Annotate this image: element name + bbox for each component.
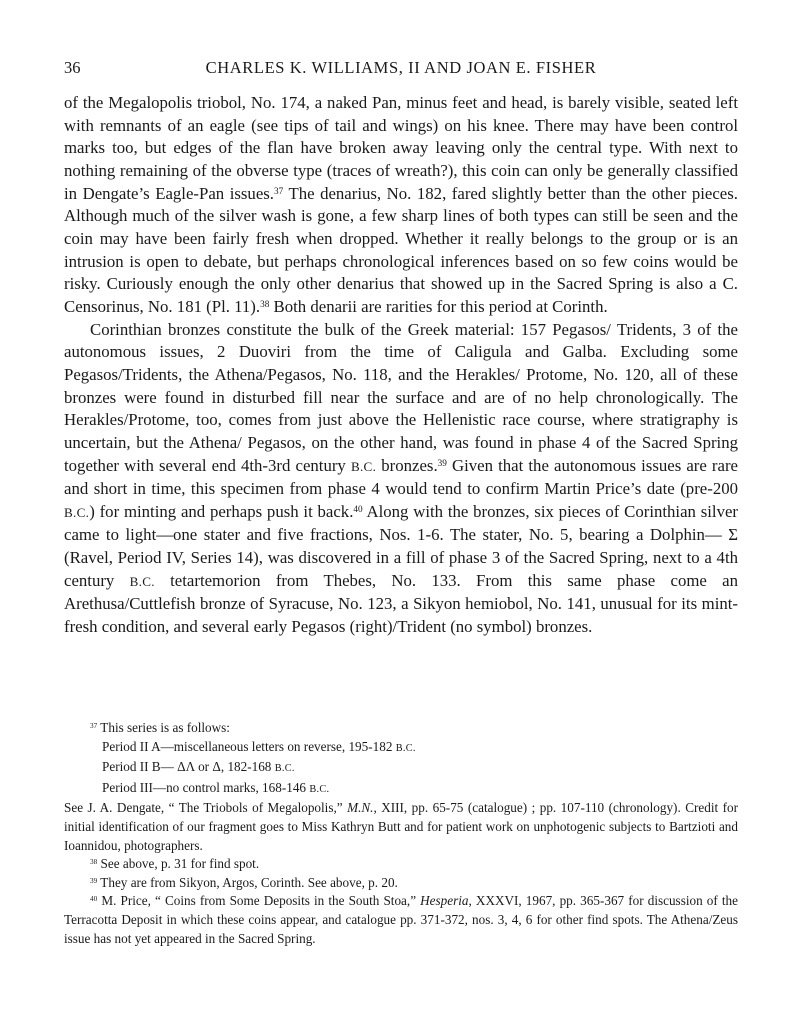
paragraph-text: Along with the bronzes, six pieces of Corinthian silver came to light—one stater and five fractions, Nos. 1-6. The stater, No. 5, bearing a Dolphin— Σ (Ravel, Period IV, Series 14), was discovered in a fill of phase 3 of the Sacred Spring, next to a 4th century [64,501,738,590]
era-abbrev: B.C. [309,783,330,795]
paragraph-2 [64,319,738,639]
page-header [64,58,738,80]
footnote-text: This series is as follows: [97,720,230,735]
body-text [64,92,738,639]
footnote-37-period-line [64,738,738,759]
paragraph-text: ) for minting and perhaps push it back. [89,501,354,521]
footnote-ref-39: 39 [437,457,447,468]
footnote-number: 38 [90,858,98,867]
paragraph-text: bronzes. [376,455,438,475]
paragraph-text: Corinthian bronzes constitute the bulk of the Greek material: 157 Pegasos/ Tridents, 3 of the autonomous issues, 2 Duoviri from the time of Caligula and Galba. Excluding some Pegasos/Tridents, the Athena/Pegasos, No. 118, and the Herakles/ Protome, No. 120, all of these bronzes were found in disturbed fill near the surface and are of no help chronologically. The Herakles/Protome, too, comes from just above the Hellenistic race course, where stratigraphy is uncertain, but the Athena/ Pegasos, on the other hand, was found in phase 4 of the Sacred Spring together with several end 4th-3rd century [64,319,738,475]
footnote-text: See J. A. Dengate, “ The Triobols of Megalopolis,” [64,800,348,816]
era-abbrev: B.C. [395,742,416,754]
paragraph-text: of the Megalopolis triobol, No. 174, a naked Pan, minus feet and head, is barely visible, seated left with remnants of an eagle (see tips of tail and wings) on his knee. There may have been control marks too, but edges of the flan have broken away leaving only the central type. With next to nothing remaining of the obverse type (traces of wreath?), this coin can only be generally classified in Dengate’s Eagle-Pan issues. [64,93,738,203]
footnote-text: Period II B— ΔΛ or Δ, 182-168 [102,759,275,775]
era-abbrev: B.C. [350,458,377,474]
footnote-text: M. Price, “ Coins from Some Deposits in the South Stoa,” [97,893,421,909]
footnote-40 [64,892,738,948]
journal-title: Hesperia [420,893,469,909]
footnote-ref-40: 40 [353,503,363,514]
paragraph-text: Given that the autonomous issues are rare and short in time, this specimen from phase 4 would tend to confirm Martin Price’s date (pre-200 [64,455,739,499]
footnote-39 [64,874,738,893]
paragraph-text: tetartemorion from Thebes, No. 133. From this same phase come an Arethusa/Cuttlefish bronze of Syracuse, No. 123, a Sikyon hemiobol, No. 141, unusual for its mint-fresh condition, and several early Pegasos (right)/Trident (no symbol) bronzes. [64,570,738,637]
footnote-text: , XIII, pp. 65-75 (catalogue) ; pp. 107-110 (chronology). Credit for initial identification of our fragment goes to Miss Kathryn Butt and for patient work on unphotogenic subjects to Bartzioti and Ioannidou, photographers. [64,800,738,853]
journal-title: M.N. [347,800,374,816]
era-abbrev: B.C. [64,504,90,520]
paragraph-1 [64,92,738,319]
footnote-text: Period III—no control marks, 168-146 [102,779,310,795]
footnotes [64,719,738,948]
paragraph-text: The denarius, No. 182, fared slightly better than the other pieces. Although much of the silver wash is gone, a few sharp lines of both types can still be seen and the coin may have been fairly fresh when dropped. Whether it really belongs to the group or is an intrusion is open to debate, but perhaps chronological inferences based on so few coins would be risky. Curiously enough the only other denarius that showed up in the Sacred Spring is also a C. Censorinus, No. 181 (Pl. 11). [64,183,738,316]
footnote-37-period-line [64,758,738,779]
running-title: CHARLES K. WILLIAMS, II AND JOAN E. FISHER [205,58,597,77]
paragraph-text: Both denarii are rarities for this period at Corinth. [269,296,608,316]
footnote-text: See above, p. 31 for find spot. [97,856,260,872]
footnote-number: 39 [90,876,98,885]
footnote-37-intro [64,719,738,738]
footnote-number: 40 [90,895,98,904]
footnote-number: 37 [90,722,98,731]
footnote-ref-37: 37 [274,185,284,196]
footnote-text: , XXXVI, 1967, pp. 365-367 for discussion of the Terracotta Deposit in which these coins appear, and catalogue pp. 371-372, nos. 3, 4, 6 for other find spots. The Athena/Zeus issue has not yet appeared in the Sacred Spring. [64,893,738,946]
era-abbrev: B.C. [274,763,295,775]
era-abbrev: B.C. [129,573,155,589]
footnote-37-period-line [64,779,738,800]
footnote-37-reference [64,799,738,855]
footnote-ref-38: 38 [260,298,270,309]
footnote-text: They are from Sikyon, Argos, Corinth. See above, p. 20. [97,874,398,890]
footnote-text: Period II A—miscellaneous letters on reverse, 195-182 [102,738,396,754]
footnote-38 [64,855,738,874]
page-number: 36 [64,58,81,77]
